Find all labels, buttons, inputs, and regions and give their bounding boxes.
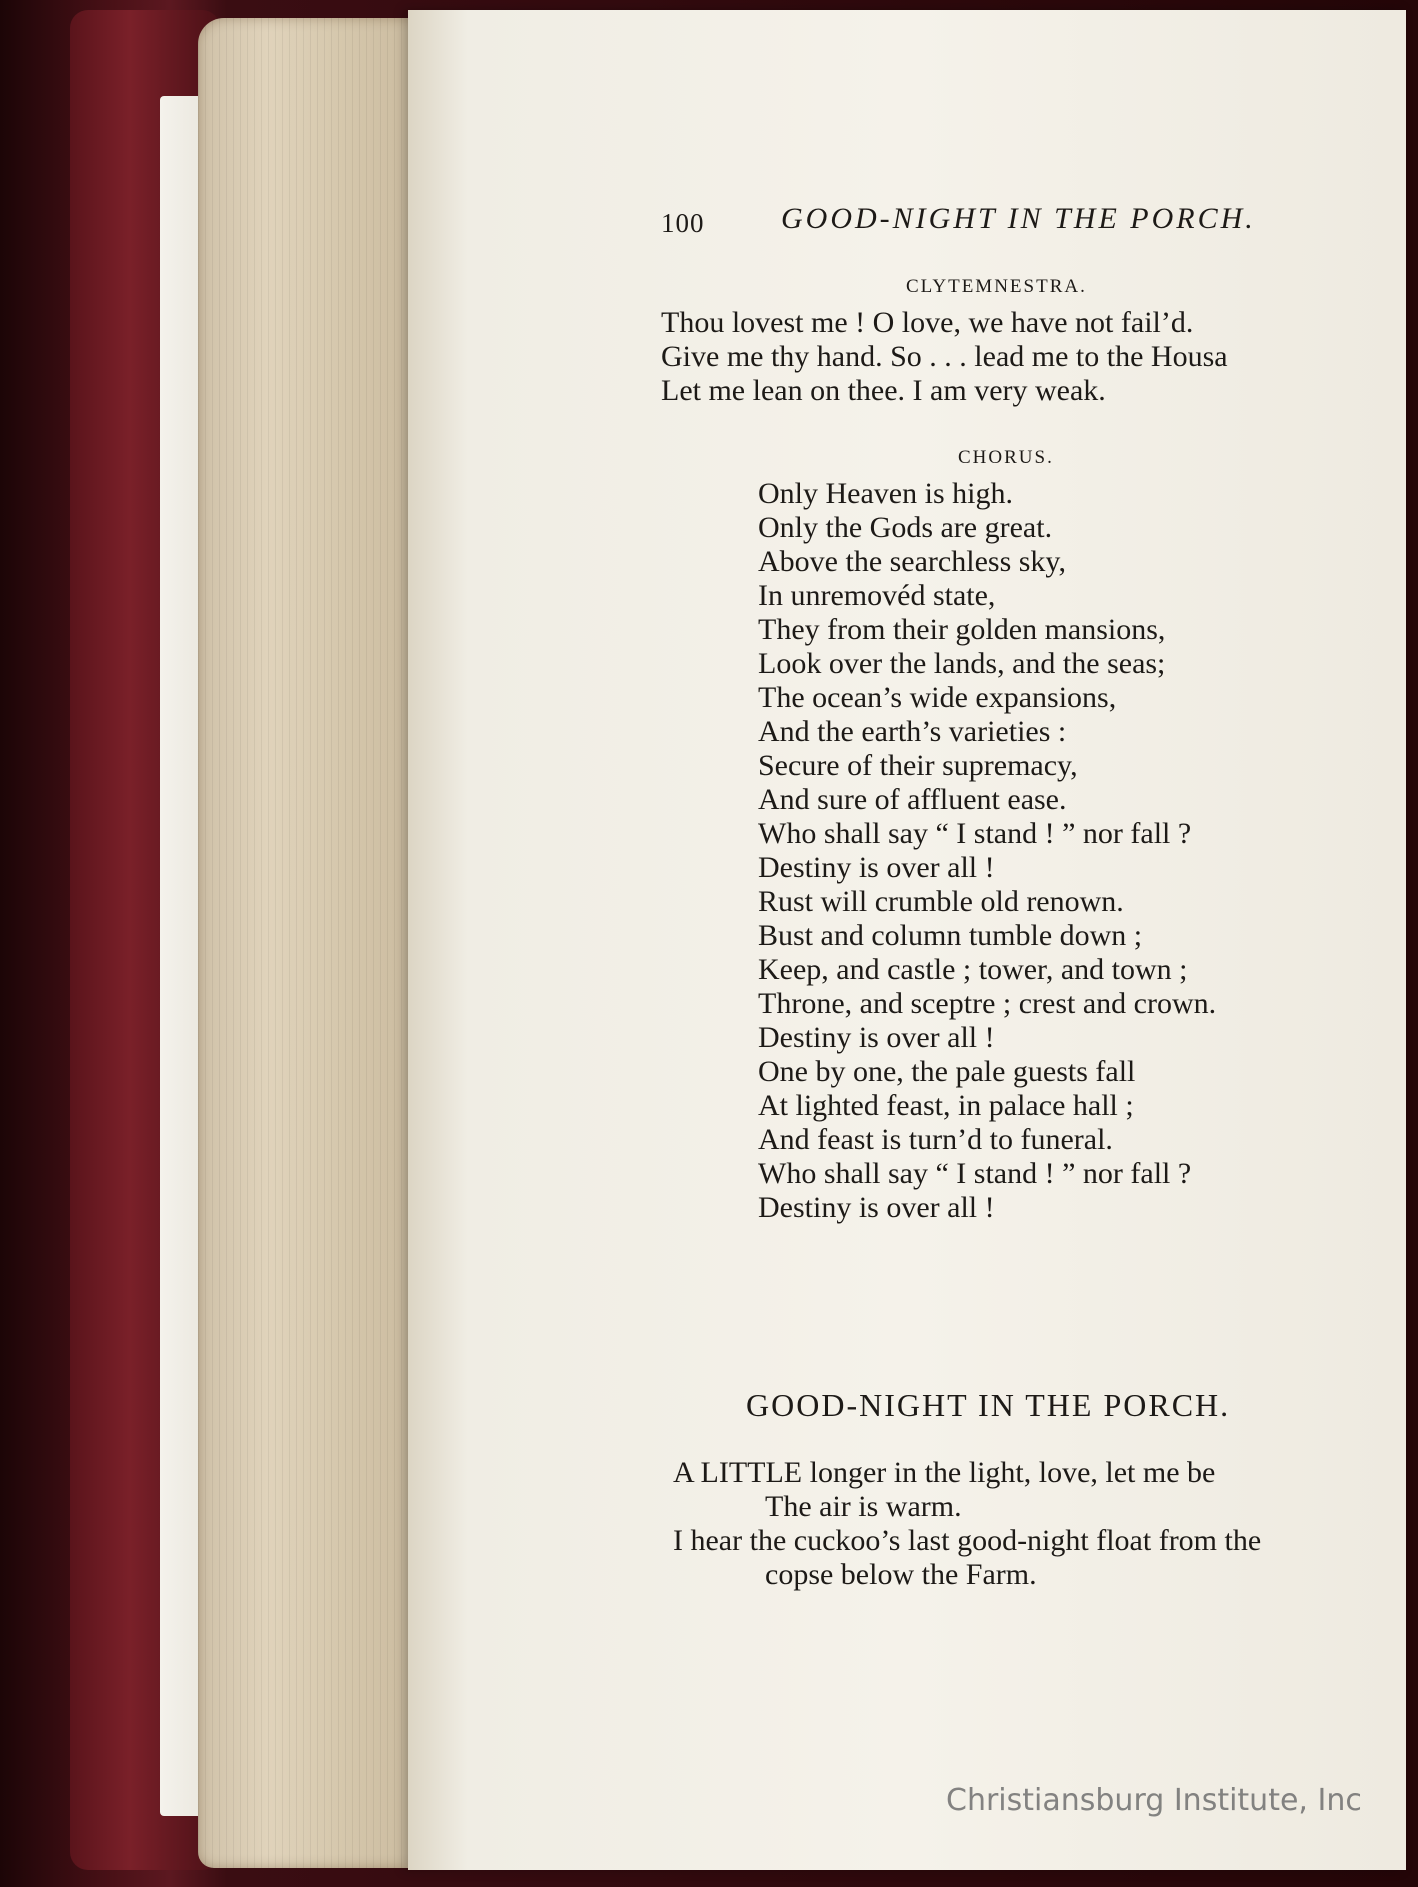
verse-line: And the earth’s varieties : <box>758 715 1067 748</box>
speaker-chorus: CHORUS. <box>958 447 1054 468</box>
verse-line: Only the Gods are great. <box>758 511 1053 544</box>
verse-line: Destiny is over all ! <box>758 851 995 884</box>
verse-line: And sure of affluent ease. <box>758 783 1067 816</box>
verse-line: Look over the lands, and the seas; <box>758 647 1166 680</box>
clytemnestra-speech <box>661 306 1228 408</box>
verse-line: Who shall say “ I stand ! ” nor fall ? <box>758 1157 1192 1190</box>
verse-line: Bust and column tumble down ; <box>758 919 1143 952</box>
poem-line: I hear the cuckoo’s last good-night float from the <box>673 1524 1262 1557</box>
verse-line: Give me thy hand. So . . . lead me to the Housa <box>661 340 1228 373</box>
verse-line: Rust will crumble old renown. <box>758 885 1124 918</box>
verse-line: Only Heaven is high. <box>758 477 1013 510</box>
verse-line: Keep, and castle ; tower, and town ; <box>758 953 1188 986</box>
poem-line: copse below the Farm. <box>765 1558 1037 1591</box>
book-page <box>408 10 1406 1870</box>
verse-line: At lighted feast, in palace hall ; <box>758 1089 1134 1122</box>
poem-line: The air is warm. <box>765 1490 962 1523</box>
speaker-clytemnestra: CLYTEMNESTRA. <box>906 276 1087 297</box>
watermark: Christiansburg Institute, Inc <box>946 1783 1362 1818</box>
verse-line: And feast is turn’d to funeral. <box>758 1123 1113 1156</box>
verse-line: Above the searchless sky, <box>758 545 1066 578</box>
verse-line: The ocean’s wide expansions, <box>758 681 1117 714</box>
verse-line: One by one, the pale guests fall <box>758 1055 1136 1088</box>
poem-line: A LITTLE longer in the light, love, let me be <box>673 1456 1216 1489</box>
verse-line: Who shall say “ I stand ! ” nor fall ? <box>758 817 1192 850</box>
verse-line: They from their golden mansions, <box>758 613 1166 646</box>
page-number: 100 <box>661 208 705 238</box>
verse-line: Thou lovest me ! O love, we have not fail’d. <box>661 306 1194 339</box>
verse-line: Destiny is over all ! <box>758 1191 995 1224</box>
verse-line: Let me lean on thee. I am very weak. <box>661 374 1106 407</box>
poem-title: GOOD-NIGHT IN THE PORCH. <box>746 1387 1231 1423</box>
verse-line: Secure of their supremacy, <box>758 749 1078 782</box>
chorus-speech <box>758 477 1216 1225</box>
verse-line: In unremovéd state, <box>758 579 996 612</box>
poem-body <box>673 1456 1261 1592</box>
running-head-title: GOOD-NIGHT IN THE PORCH. <box>781 202 1256 235</box>
page-block-edges <box>198 18 430 1868</box>
verse-line: Throne, and sceptre ; crest and crown. <box>758 987 1217 1020</box>
verse-line: Destiny is over all ! <box>758 1021 995 1054</box>
